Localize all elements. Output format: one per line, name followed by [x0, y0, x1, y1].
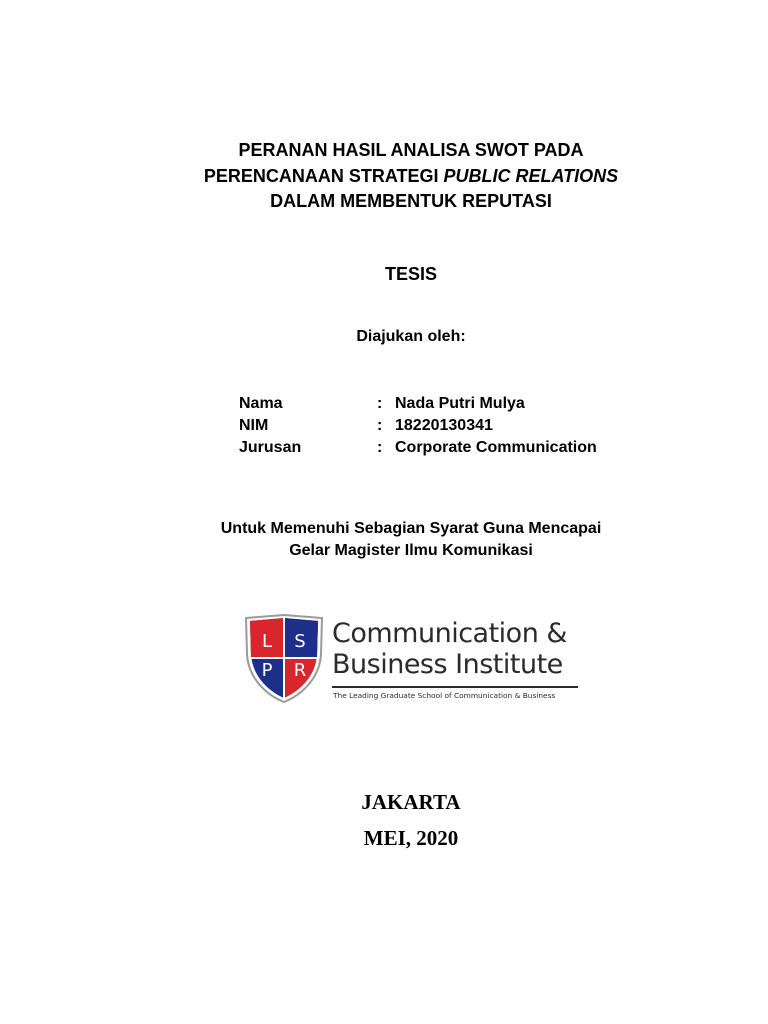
author-info: [239, 393, 597, 459]
lspr-shield-icon: [244, 614, 324, 704]
purpose-line-1: Untuk Memenuhi Sebagian Syarat Guna Mencapai: [220, 520, 602, 537]
thesis-title: [0, 138, 768, 215]
title-line-2: [54, 164, 768, 190]
institution-name-line-2: Business Institute: [332, 649, 563, 680]
document-type: TESIS: [384, 264, 437, 284]
logo-divider: [332, 686, 578, 688]
place-and-date: [0, 784, 768, 856]
info-separator: :: [377, 417, 383, 434]
shield-letter-s: S: [294, 631, 306, 652]
info-value: Nada Putri Mulya: [395, 395, 525, 412]
submitted-by-label: Diajukan oleh:: [356, 328, 466, 345]
institution-tagline: The Leading Graduate School of Communication & Business: [333, 691, 556, 700]
info-value: 18220130341: [395, 417, 493, 434]
date: MEI, 2020: [363, 826, 459, 850]
shield-letter-r: R: [293, 660, 307, 681]
institution-logo: [244, 614, 584, 706]
shield-letter-l: L: [261, 631, 273, 652]
info-separator: :: [377, 395, 383, 412]
title-line-1: PERANAN HASIL ANALISA SWOT PADA: [238, 140, 584, 160]
title-line-2-prefix: PERENCANAAN STRATEGI: [203, 165, 444, 186]
info-separator: :: [377, 439, 383, 456]
info-value: Corporate Communication: [395, 439, 597, 456]
institution-name-line-1: Communication &: [332, 618, 567, 649]
purpose-statement: [0, 518, 768, 562]
info-row-nim: [239, 415, 597, 437]
place: JAKARTA: [361, 790, 461, 814]
info-label: Jurusan: [239, 439, 302, 456]
info-label: NIM: [239, 417, 269, 434]
info-row-major: [239, 437, 597, 459]
title-line-2-emphasis: PUBLIC RELATIONS: [443, 165, 619, 186]
title-line-3: DALAM MEMBENTUK REPUTASI: [270, 191, 552, 211]
institution-name: [332, 618, 567, 680]
info-row-name: [239, 393, 597, 415]
purpose-line-2: Gelar Magister Ilmu Komunikasi: [289, 542, 533, 559]
info-label: Nama: [239, 395, 283, 412]
shield-letter-p: P: [261, 660, 273, 681]
